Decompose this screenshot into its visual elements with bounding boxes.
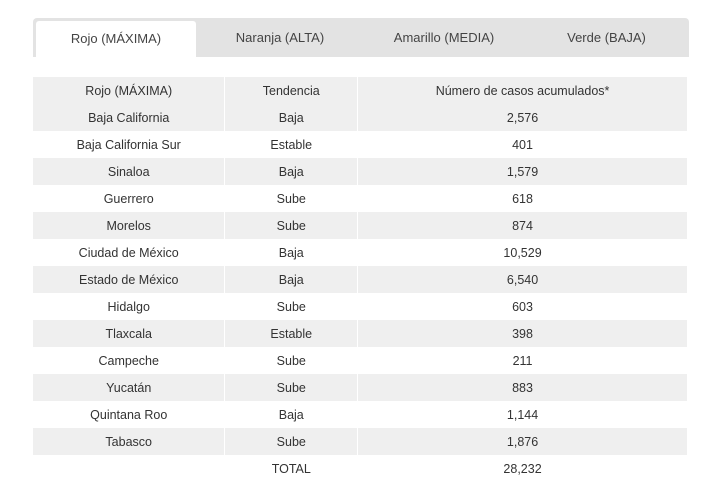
tab-naranja[interactable]: Naranja (ALTA) bbox=[235, 30, 325, 45]
header-estado: Rojo (MÁXIMA) bbox=[33, 77, 225, 104]
total-empty-cell bbox=[33, 455, 225, 482]
cell-casos: 401 bbox=[358, 131, 687, 158]
total-casos: 28,232 bbox=[358, 455, 687, 482]
tab-rojo[interactable]: Rojo (MÁXIMA) bbox=[36, 21, 196, 57]
total-label: TOTAL bbox=[225, 455, 358, 482]
cell-tendencia: Sube bbox=[225, 212, 358, 239]
cell-tendencia: Estable bbox=[225, 131, 358, 158]
cell-estado: Hidalgo bbox=[33, 293, 225, 320]
cell-casos: 6,540 bbox=[358, 266, 687, 293]
cell-estado: Campeche bbox=[33, 347, 225, 374]
cell-estado: Sinaloa bbox=[33, 158, 225, 185]
table-total-row bbox=[33, 455, 687, 482]
cell-tendencia: Sube bbox=[225, 374, 358, 401]
table-row bbox=[33, 374, 687, 401]
table-row bbox=[33, 293, 687, 320]
cell-casos: 883 bbox=[358, 374, 687, 401]
cell-casos: 1,144 bbox=[358, 401, 687, 428]
cell-tendencia: Sube bbox=[225, 185, 358, 212]
cell-estado: Baja California bbox=[33, 104, 225, 131]
cell-casos: 1,579 bbox=[358, 158, 687, 185]
cell-tendencia: Baja bbox=[225, 158, 358, 185]
table-row bbox=[33, 104, 687, 131]
table-row bbox=[33, 212, 687, 239]
cell-tendencia: Sube bbox=[225, 293, 358, 320]
cell-casos: 398 bbox=[358, 320, 687, 347]
table-row bbox=[33, 347, 687, 374]
cell-casos: 1,876 bbox=[358, 428, 687, 455]
table-row bbox=[33, 185, 687, 212]
table-row bbox=[33, 320, 687, 347]
tab-amarillo[interactable]: Amarillo (MEDIA) bbox=[393, 30, 495, 45]
cell-tendencia: Sube bbox=[225, 428, 358, 455]
cell-estado: Estado de México bbox=[33, 266, 225, 293]
header-tendencia: Tendencia bbox=[225, 77, 358, 104]
tab-verde[interactable]: Verde (BAJA) bbox=[567, 30, 646, 45]
cell-tendencia: Baja bbox=[225, 401, 358, 428]
cell-casos: 10,529 bbox=[358, 239, 687, 266]
table-row bbox=[33, 158, 687, 185]
cell-tendencia: Sube bbox=[225, 347, 358, 374]
cell-estado: Guerrero bbox=[33, 185, 225, 212]
table-row bbox=[33, 239, 687, 266]
cases-table bbox=[33, 77, 687, 482]
cell-estado: Tlaxcala bbox=[33, 320, 225, 347]
cell-estado: Tabasco bbox=[33, 428, 225, 455]
cell-estado: Yucatán bbox=[33, 374, 225, 401]
cell-casos: 618 bbox=[358, 185, 687, 212]
cell-estado: Ciudad de México bbox=[33, 239, 225, 266]
table-row bbox=[33, 266, 687, 293]
cell-estado: Morelos bbox=[33, 212, 225, 239]
cell-estado: Baja California Sur bbox=[33, 131, 225, 158]
header-casos: Número de casos acumulados* bbox=[358, 77, 687, 104]
cell-estado: Quintana Roo bbox=[33, 401, 225, 428]
tab-bar bbox=[33, 18, 689, 57]
cell-casos: 603 bbox=[358, 293, 687, 320]
cell-tendencia: Estable bbox=[225, 320, 358, 347]
cell-tendencia: Baja bbox=[225, 266, 358, 293]
cell-tendencia: Baja bbox=[225, 104, 358, 131]
cell-casos: 874 bbox=[358, 212, 687, 239]
cell-tendencia: Baja bbox=[225, 239, 358, 266]
cell-casos: 2,576 bbox=[358, 104, 687, 131]
table-row bbox=[33, 131, 687, 158]
table-row bbox=[33, 401, 687, 428]
table-row bbox=[33, 428, 687, 455]
cell-casos: 211 bbox=[358, 347, 687, 374]
table-header-row bbox=[33, 77, 687, 104]
